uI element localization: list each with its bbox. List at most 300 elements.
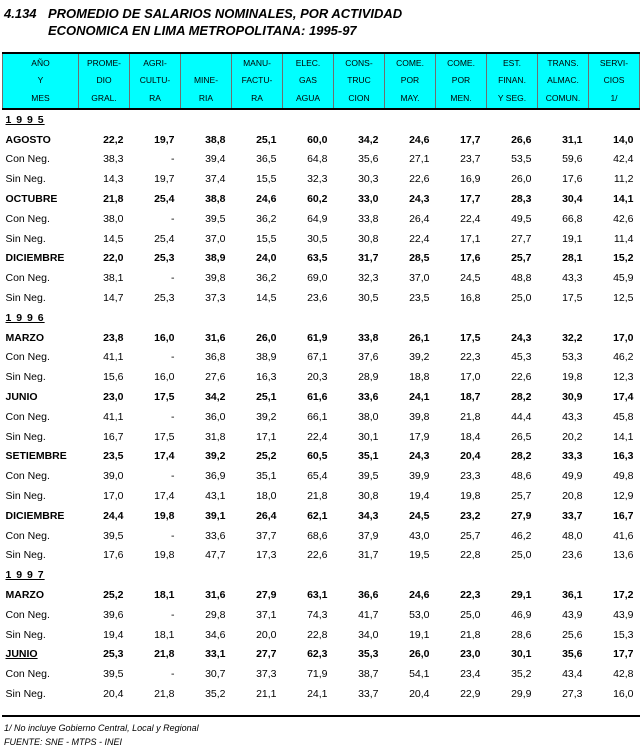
table-cell: 13,6	[613, 549, 634, 562]
header-line: GRAL.	[91, 92, 117, 103]
table-cell: 43,9	[613, 608, 634, 621]
table-cell: -	[171, 529, 175, 542]
column-header	[79, 53, 130, 109]
table-cell: 39,8	[205, 272, 226, 285]
table-cell: 37,1	[256, 608, 277, 621]
header-line: CION	[348, 92, 370, 103]
table-cell: 33,6	[358, 391, 379, 404]
table-cell: 28,5	[409, 252, 430, 265]
table-cell: 12,3	[613, 371, 634, 384]
row-label: Sin Neg.	[5, 430, 46, 443]
table-cell: 61,9	[307, 331, 328, 344]
table-cell: 24,5	[409, 509, 430, 522]
table-cell: 17,2	[613, 589, 634, 602]
table-cell: 53,0	[409, 608, 430, 621]
table-cell: 21,8	[460, 628, 481, 641]
table-cell: 61,6	[307, 391, 328, 404]
table-cell: 35,3	[358, 648, 379, 661]
table-cell: 20,4	[103, 688, 124, 700]
table-cell: 16,7	[103, 430, 124, 443]
table-row	[3, 169, 640, 189]
table-cell: 30,1	[358, 430, 379, 443]
header-line: FINAN.	[498, 75, 526, 86]
table-number: 4.134	[4, 6, 37, 21]
table-cell: 20,3	[307, 371, 328, 384]
year-row	[3, 109, 640, 130]
table-cell: 39,9	[409, 470, 430, 483]
header-line: ELEC.	[295, 57, 321, 68]
table-cell: 28,2	[511, 391, 532, 404]
table-cell: 37,4	[205, 173, 226, 186]
table-cell: 29,9	[511, 688, 532, 700]
table-cell: 30,5	[307, 232, 328, 245]
table-cell: 21,8	[103, 193, 124, 206]
table-cell: 17,7	[460, 193, 481, 206]
header-line: MAY.	[400, 92, 420, 103]
table-cell: 60,5	[307, 450, 328, 463]
table-cell: 28,1	[562, 252, 583, 265]
row-label: Con Neg.	[5, 470, 50, 483]
table-cell: 63,5	[307, 252, 328, 265]
header-line: CULTU-	[139, 75, 171, 86]
table-cell: 69,0	[307, 272, 328, 285]
column-header	[283, 53, 334, 109]
table-cell: 26,1	[409, 331, 430, 344]
table-cell: 62,1	[307, 509, 328, 522]
table-cell: 27,1	[409, 153, 430, 166]
table-row	[3, 625, 640, 645]
table-cell: 31,7	[358, 549, 379, 562]
table-cell: 66,1	[307, 410, 328, 423]
table-cell: 12,9	[613, 490, 634, 503]
table-cell: 45,3	[511, 351, 532, 364]
table-cell: 17,7	[460, 133, 481, 146]
table-cell: 37,6	[358, 351, 379, 364]
table-row	[3, 367, 640, 387]
table-cell: 17,6	[460, 252, 481, 265]
table-cell: 32,3	[307, 173, 328, 186]
table-cell: 22,4	[307, 430, 328, 443]
table-cell: 22,8	[307, 628, 328, 641]
table-cell: 22,4	[460, 212, 481, 225]
row-label: Sin Neg.	[5, 549, 46, 562]
table-cell: 48,0	[562, 529, 583, 542]
table-cell: 38,8	[205, 193, 226, 206]
table-cell: 42,6	[613, 212, 634, 225]
row-label: Con Neg.	[5, 410, 50, 423]
table-cell: 17,3	[256, 549, 277, 562]
table-cell: 30,8	[358, 490, 379, 503]
table-cell: -	[171, 608, 175, 621]
header-line: Y	[37, 75, 44, 86]
table-cell: 22,6	[409, 173, 430, 186]
table-row	[3, 427, 640, 447]
table-cell: 39,4	[205, 153, 226, 166]
table-cell: 33,3	[562, 450, 583, 463]
year-row	[3, 565, 640, 585]
table-cell: 36,5	[256, 153, 277, 166]
table-cell: 26,6	[511, 133, 532, 146]
column-header	[538, 53, 589, 109]
table-cell: 64,8	[307, 153, 328, 166]
table-cell: 25,1	[256, 133, 277, 146]
table-cell: 30,8	[358, 232, 379, 245]
header-line	[181, 55, 231, 73]
table-cell: 34,3	[358, 509, 379, 522]
table-cell: 26,0	[256, 331, 277, 344]
table-cell: 24,3	[409, 450, 430, 463]
table-cell: 21,8	[154, 688, 175, 700]
table-row	[3, 486, 640, 506]
table-cell: 12,5	[613, 292, 634, 305]
table-cell: 36,0	[205, 410, 226, 423]
header-line: AGRI-	[143, 57, 167, 68]
table-cell: 24,1	[409, 391, 430, 404]
table-cell: 22,3	[460, 589, 481, 602]
table-cell: 26,4	[256, 509, 277, 522]
table-cell: 49,5	[511, 212, 532, 225]
table-cell: 43,0	[409, 529, 430, 542]
table-cell: 17,1	[460, 232, 481, 245]
header-line: COME.	[447, 57, 475, 68]
row-label: Con Neg.	[5, 608, 50, 621]
header-line: GAS	[299, 75, 317, 86]
table-row	[3, 209, 640, 229]
row-label: Sin Neg.	[5, 232, 46, 245]
table-cell: 41,7	[358, 608, 379, 621]
header-line: RIA	[198, 92, 214, 103]
table-cell: 39,5	[103, 668, 124, 681]
header-line: POR	[400, 75, 420, 86]
table-cell: 68,6	[307, 529, 328, 542]
table-cell: 15,5	[256, 173, 277, 186]
header-row	[3, 53, 640, 109]
table-cell: 38,8	[205, 133, 226, 146]
row-label: Con Neg.	[5, 153, 50, 166]
table-cell: 33,7	[358, 688, 379, 700]
row-label: Sin Neg.	[5, 292, 46, 305]
table-cell: 21,1	[256, 688, 277, 700]
table-cell: 25,4	[154, 193, 175, 206]
table-cell: 33,1	[205, 648, 226, 661]
table-cell: 23,3	[460, 470, 481, 483]
table-cell: 53,3	[562, 351, 583, 364]
table-cell: 18,8	[409, 371, 430, 384]
row-label: Sin Neg.	[5, 628, 46, 641]
table-row	[3, 268, 640, 288]
table-cell: 32,3	[358, 272, 379, 285]
month-row	[3, 447, 640, 467]
table-cell: 25,2	[103, 589, 124, 602]
table-cell: 18,7	[460, 391, 481, 404]
month-row	[3, 328, 640, 348]
table-cell: 28,3	[511, 193, 532, 206]
table-row	[3, 466, 640, 486]
table-cell: 37,0	[409, 272, 430, 285]
table-cell: 19,7	[154, 133, 175, 146]
header-line: MANU-	[243, 57, 271, 68]
table-cell: 25,3	[154, 252, 175, 265]
month-row	[3, 506, 640, 526]
table-cell: 37,7	[256, 529, 277, 542]
header-line: RA	[149, 92, 161, 103]
table-cell: 48,8	[511, 272, 532, 285]
table-cell: 21,8	[307, 490, 328, 503]
table-cell: 14,0	[613, 133, 634, 146]
table-cell: 62,3	[307, 648, 328, 661]
table-cell: 30,4	[562, 193, 583, 206]
table-cell: 33,0	[358, 193, 379, 206]
table-cell: 41,1	[103, 410, 124, 423]
table-cell: 33,8	[358, 331, 379, 344]
header-line: PROME-	[87, 57, 121, 68]
table-cell: 60,2	[307, 193, 328, 206]
table-cell: 21,8	[154, 648, 175, 661]
table-cell: 26,0	[511, 173, 532, 186]
footnote: 1/ No incluye Gobierno Central, Local y Regional	[4, 723, 199, 733]
table-cell: 24,5	[460, 272, 481, 285]
table-cell: -	[171, 351, 175, 364]
table-cell: 16,0	[613, 688, 634, 700]
table-cell: 19,4	[103, 628, 124, 641]
table-cell: 37,3	[205, 292, 226, 305]
month-row	[3, 585, 640, 605]
row-label: Con Neg.	[5, 668, 50, 681]
table-cell: 33,8	[358, 212, 379, 225]
header-line: AÑO	[31, 57, 50, 68]
header-line: DIO	[96, 75, 112, 86]
table-cell: -	[171, 668, 175, 681]
table-cell: 19,1	[409, 628, 430, 641]
table-cell: 49,9	[562, 470, 583, 483]
table-cell: 65,4	[307, 470, 328, 483]
header-line: COMUN.	[545, 92, 581, 103]
table-cell: 24,6	[409, 133, 430, 146]
table-cell: 39,5	[358, 470, 379, 483]
table-cell: 22,6	[511, 371, 532, 384]
table-cell: 14,3	[103, 173, 124, 186]
row-label: 1 9 9 5	[5, 113, 45, 126]
table-cell: 35,1	[256, 470, 277, 483]
table-cell: 38,7	[358, 668, 379, 681]
row-label: Con Neg.	[5, 272, 50, 285]
table-cell: 32,2	[562, 331, 583, 344]
table-cell: 17,5	[460, 331, 481, 344]
table-cell: 20,2	[562, 430, 583, 443]
header-line: AGUA	[295, 92, 321, 103]
table-cell: 42,8	[613, 668, 634, 681]
table-cell: 43,1	[205, 490, 226, 503]
row-label: SETIEMBRE	[5, 450, 67, 463]
table-cell: 17,5	[154, 391, 175, 404]
table-cell: 24,3	[511, 331, 532, 344]
table-cell: 45,9	[613, 272, 634, 285]
column-header	[3, 53, 79, 109]
table-cell: 17,4	[613, 391, 634, 404]
table-cell: 28,6	[511, 628, 532, 641]
table-cell: 18,1	[154, 589, 175, 602]
table-cell: 43,9	[562, 608, 583, 621]
table-cell: 19,5	[409, 549, 430, 562]
table-row	[3, 288, 640, 308]
table-cell: 23,2	[460, 509, 481, 522]
month-row	[3, 189, 640, 209]
table-cell: 35,6	[562, 648, 583, 661]
table-cell: 39,2	[409, 351, 430, 364]
table-cell: 19,8	[154, 509, 175, 522]
table-cell: 39,2	[256, 410, 277, 423]
row-label: OCTUBRE	[5, 193, 58, 206]
table-cell: 19,8	[154, 549, 175, 562]
month-row	[3, 387, 640, 407]
table-cell: 24,4	[103, 509, 124, 522]
table-row	[3, 407, 640, 427]
table-cell: 14,1	[613, 430, 634, 443]
year-row	[3, 308, 640, 328]
table-cell: 11,2	[613, 173, 634, 186]
table-cell: 29,8	[205, 608, 226, 621]
row-label: Sin Neg.	[5, 688, 46, 700]
table-cell: 36,6	[358, 589, 379, 602]
table-cell: 25,2	[256, 450, 277, 463]
table-cell: 47,7	[205, 549, 226, 562]
row-label: JUNIO	[5, 648, 38, 661]
table-cell: 25,0	[460, 608, 481, 621]
table-cell: 35,2	[511, 668, 532, 681]
table-cell: 27,7	[256, 648, 277, 661]
table-cell: 31,8	[205, 430, 226, 443]
table-cell: 30,3	[358, 173, 379, 186]
table-cell: 74,3	[307, 608, 328, 621]
table-cell: 17,9	[409, 430, 430, 443]
table-cell: 27,9	[511, 509, 532, 522]
header-line: RA	[251, 92, 263, 103]
table-cell: 25,6	[562, 628, 583, 641]
month-row	[3, 130, 640, 150]
table-cell: 22,3	[460, 351, 481, 364]
table-cell: 59,6	[562, 153, 583, 166]
row-label: MARZO	[5, 331, 44, 344]
table-cell: 16,7	[613, 509, 634, 522]
table-cell: 30,7	[205, 668, 226, 681]
table-cell: 16,0	[154, 371, 175, 384]
row-label: MARZO	[5, 589, 44, 602]
table-cell: 17,0	[613, 331, 634, 344]
table-cell: 49,8	[613, 470, 634, 483]
table-cell: 14,1	[613, 193, 634, 206]
table-cell: 15,6	[103, 371, 124, 384]
table-cell: 19,8	[460, 490, 481, 503]
table-cell: 38,9	[205, 252, 226, 265]
table-cell: 25,3	[103, 648, 124, 661]
header-line: CIOS	[603, 75, 625, 86]
table-cell: 39,5	[205, 212, 226, 225]
table-cell: 36,9	[205, 470, 226, 483]
table-cell: 17,6	[562, 173, 583, 186]
table-cell: 23,7	[460, 153, 481, 166]
row-label: Con Neg.	[5, 529, 50, 542]
table-cell: 27,9	[256, 589, 277, 602]
table-cell: 53,5	[511, 153, 532, 166]
table-cell: 20,8	[562, 490, 583, 503]
table-cell: 23,0	[103, 391, 124, 404]
table-cell: 23,4	[460, 668, 481, 681]
table-cell: 15,5	[256, 232, 277, 245]
table-cell: 34,2	[358, 133, 379, 146]
table-cell: 31,7	[358, 252, 379, 265]
table-cell: 23,5	[103, 450, 124, 463]
table-cell: 19,1	[562, 232, 583, 245]
table-cell: 31,6	[205, 589, 226, 602]
row-label: DICIEMBRE	[5, 252, 65, 265]
table-title	[4, 5, 402, 39]
table-cell: 33,6	[205, 529, 226, 542]
table-cell: 37,0	[205, 232, 226, 245]
table-cell: 16,3	[613, 450, 634, 463]
table-cell: 25,0	[511, 292, 532, 305]
table-cell: 36,8	[205, 351, 226, 364]
table-cell: 26,4	[409, 212, 430, 225]
table-cell: 17,0	[103, 490, 124, 503]
table-cell: 60,0	[307, 133, 328, 146]
column-header	[589, 53, 640, 109]
table-cell: 14,7	[103, 292, 124, 305]
table-cell: 26,0	[409, 648, 430, 661]
table-cell: 24,1	[307, 688, 328, 700]
table-cell: 38,9	[256, 351, 277, 364]
table-cell: 11,4	[613, 232, 634, 245]
table-cell: 37,9	[358, 529, 379, 542]
row-label: Sin Neg.	[5, 490, 46, 503]
title-line-1: PROMEDIO DE SALARIOS NOMINALES, POR ACTIVIDAD	[48, 6, 403, 21]
table-cell: 39,2	[205, 450, 226, 463]
table-row	[3, 150, 640, 170]
row-label: Sin Neg.	[5, 173, 46, 186]
table-cell: 46,2	[613, 351, 634, 364]
header-line: MES	[31, 92, 50, 103]
table-cell: 39,1	[205, 509, 226, 522]
column-header	[334, 53, 385, 109]
table-cell: 63,1	[307, 589, 328, 602]
row-label: Sin Neg.	[5, 371, 46, 384]
table-cell: 64,9	[307, 212, 328, 225]
table-cell: 23,6	[307, 292, 328, 305]
table-cell: 34,2	[205, 391, 226, 404]
header-line: EST.	[503, 57, 521, 68]
table-cell: 16,0	[154, 331, 175, 344]
table-cell: 34,6	[205, 628, 226, 641]
table-cell: 17,0	[460, 371, 481, 384]
table-cell: -	[171, 272, 175, 285]
table-cell: 26,5	[511, 430, 532, 443]
source-note: FUENTE: SNE - MTPS - INEI	[4, 737, 123, 747]
table-cell: 30,5	[358, 292, 379, 305]
table-cell: 35,6	[358, 153, 379, 166]
table-cell: 31,6	[205, 331, 226, 344]
table-cell: 35,2	[205, 688, 226, 700]
table-cell: 25,3	[154, 292, 175, 305]
table-cell: 25,7	[460, 529, 481, 542]
table-cell: 15,2	[613, 252, 634, 265]
table-cell: 25,7	[511, 252, 532, 265]
header-line: Y SEG.	[497, 92, 527, 103]
table-cell: 22,6	[307, 549, 328, 562]
table-cell: 14,5	[256, 292, 277, 305]
table-cell: 19,4	[409, 490, 430, 503]
row-label: 1 9 9 7	[5, 569, 45, 582]
table-cell: 22,8	[460, 549, 481, 562]
salary-table	[2, 52, 640, 704]
